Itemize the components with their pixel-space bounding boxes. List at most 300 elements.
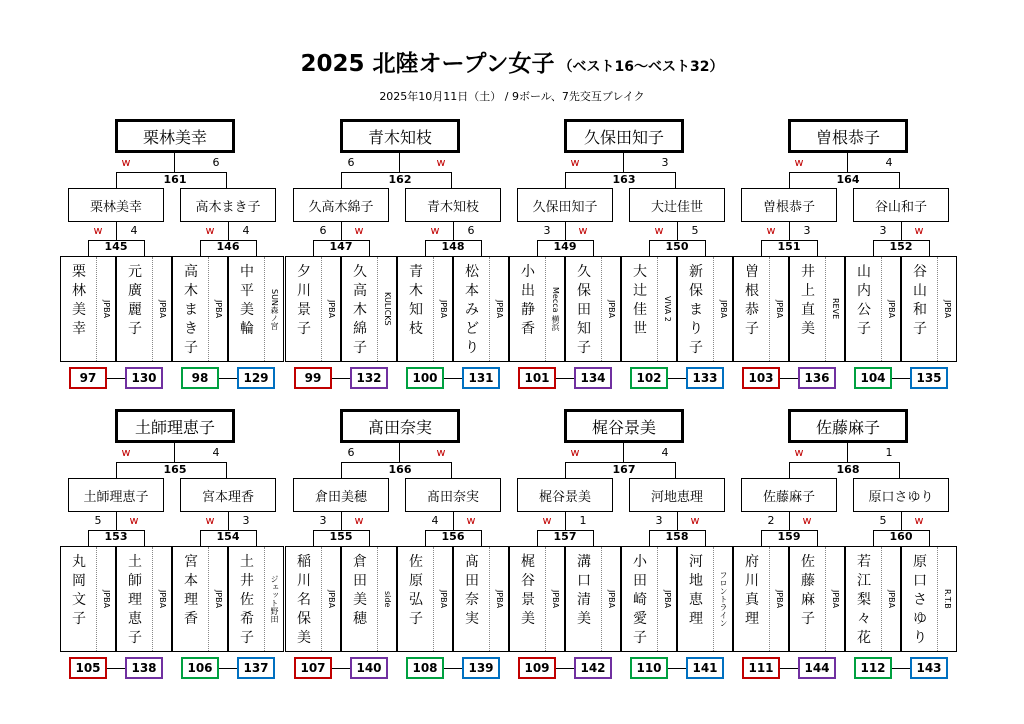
card-divider	[264, 257, 265, 361]
bracket-line	[789, 462, 790, 478]
player-team: JPBA	[775, 299, 784, 319]
player-card	[621, 546, 677, 652]
player-team: ジェット野田	[270, 575, 279, 623]
seed-number: 110	[630, 657, 668, 679]
bracket-line	[481, 530, 482, 546]
card-divider	[937, 547, 938, 651]
player-card	[845, 546, 901, 652]
score: w	[354, 224, 364, 237]
player-name: 丸 岡 文 子	[72, 554, 86, 627]
bracket-line	[899, 462, 900, 478]
semifinal-box: 久高木綿子	[293, 188, 389, 222]
card-divider	[601, 257, 602, 361]
player-team: JPBA	[495, 589, 504, 609]
player-card	[733, 256, 789, 362]
player-card	[60, 256, 116, 362]
player-card	[677, 546, 733, 652]
score: 4	[212, 446, 220, 459]
seed-number: 130	[125, 367, 163, 389]
bracket-line	[593, 530, 594, 546]
bracket-line	[668, 378, 686, 379]
bracket-line	[761, 530, 762, 546]
seed-number: 141	[686, 657, 724, 679]
bracket-line	[873, 530, 874, 546]
score: w	[654, 224, 664, 237]
match-no: 157	[553, 530, 577, 543]
player-team: JPBA	[327, 299, 336, 319]
seed-number: 134	[574, 367, 612, 389]
score: w	[794, 446, 804, 459]
seed-number: 135	[910, 367, 948, 389]
bracket-line	[668, 668, 686, 669]
player-card	[677, 256, 733, 362]
player-team: REVE	[831, 298, 840, 320]
bracket-line	[873, 240, 874, 256]
player-card	[172, 256, 228, 362]
player-team: SUN森ノ宮	[270, 288, 279, 330]
card-divider	[825, 547, 826, 651]
bracket-line	[228, 512, 229, 530]
score: 5	[94, 514, 102, 527]
score: 3	[655, 514, 663, 527]
player-card	[285, 256, 341, 362]
seed-number: 104	[854, 367, 892, 389]
semifinal-box: 久保田知子	[517, 188, 613, 222]
bracket-line	[623, 153, 624, 172]
player-team: JPBA	[607, 589, 616, 609]
score: w	[121, 446, 131, 459]
seed-number: 136	[798, 367, 836, 389]
card-divider	[433, 257, 434, 361]
card-divider	[937, 257, 938, 361]
player-team: JPBA	[663, 589, 672, 609]
bracket-line	[444, 668, 462, 669]
player-team: JPBA	[439, 589, 448, 609]
player-card	[565, 256, 621, 362]
bracket-line	[556, 378, 574, 379]
match-no: 146	[216, 240, 240, 253]
score: w	[436, 156, 446, 169]
seed-number: 98	[181, 367, 219, 389]
player-name: 久 保 田 知 子	[577, 264, 591, 356]
bracket-line	[116, 462, 117, 478]
player-name: 井 上 直 美	[801, 264, 815, 337]
semifinal-box: 栗林美幸	[68, 188, 164, 222]
bracket-line	[116, 222, 117, 240]
score: w	[436, 446, 446, 459]
winner-box: 佐藤麻子	[788, 409, 908, 443]
card-divider	[657, 547, 658, 651]
seed-number: 112	[854, 657, 892, 679]
player-name: 中 平 美 輪	[240, 264, 254, 337]
player-card	[397, 546, 453, 652]
final-match-no: 163	[612, 173, 636, 186]
player-card	[397, 256, 453, 362]
semifinal-box: 宮本理香	[180, 478, 276, 512]
player-team: VIVA 2	[663, 296, 672, 322]
bracket-line	[399, 443, 400, 462]
bracket-line	[453, 512, 454, 530]
bracket-line	[226, 172, 227, 188]
event-info: 2025年10月11日（土） / 9ボール、7先交互ブレイク	[379, 90, 645, 103]
score: 6	[347, 156, 355, 169]
seed-number: 139	[462, 657, 500, 679]
player-card	[845, 256, 901, 362]
score: w	[466, 514, 476, 527]
bracket-line	[399, 153, 400, 172]
bracket-line	[116, 172, 117, 188]
score: w	[802, 514, 812, 527]
player-name: 青 木 知 枝	[409, 264, 423, 337]
bracket-line	[144, 240, 145, 256]
seed-number: 109	[518, 657, 556, 679]
seed-number: 133	[686, 367, 724, 389]
bracket-line	[313, 240, 314, 256]
player-name: 溝 口 清 美	[577, 554, 591, 627]
bracket-line	[144, 530, 145, 546]
bracket-line	[228, 222, 229, 240]
card-divider	[377, 257, 378, 361]
bracket-line	[451, 172, 452, 188]
semifinal-box: 佐藤麻子	[741, 478, 837, 512]
seed-number: 100	[406, 367, 444, 389]
player-team: フロントライン	[719, 571, 728, 627]
player-team: R.T.B	[943, 589, 952, 609]
bracket-line	[565, 172, 566, 188]
player-team: JPBA	[495, 299, 504, 319]
score: 3	[543, 224, 551, 237]
winner-box: 青木知枝	[340, 119, 460, 153]
bracket-line	[929, 530, 930, 546]
bracket-line	[537, 240, 538, 256]
player-name: 高 木 ま き 子	[184, 264, 198, 356]
final-match-no: 168	[836, 463, 860, 476]
semifinal-box: 土師理恵子	[68, 478, 164, 512]
card-divider	[208, 547, 209, 651]
seed-number: 132	[350, 367, 388, 389]
score: w	[914, 514, 924, 527]
match-no: 149	[553, 240, 577, 253]
player-card	[341, 256, 397, 362]
semifinal-box: 倉田美穂	[293, 478, 389, 512]
player-name: 元 廣 麗 子	[128, 264, 142, 337]
bracket-line	[219, 668, 237, 669]
player-name: 髙 田 奈 実	[465, 554, 479, 627]
player-team: JPBA	[214, 299, 223, 319]
player-card	[621, 256, 677, 362]
player-team: JPBA	[214, 589, 223, 609]
player-card	[453, 546, 509, 652]
bracket-line	[593, 240, 594, 256]
score: 6	[347, 446, 355, 459]
player-card	[285, 546, 341, 652]
bracket-line	[116, 512, 117, 530]
bracket-line	[88, 240, 89, 256]
match-no: 155	[329, 530, 353, 543]
score: w	[794, 156, 804, 169]
score: 1	[885, 446, 893, 459]
bracket-line	[677, 222, 678, 240]
score: w	[542, 514, 552, 527]
bracket-line	[313, 530, 314, 546]
final-match-no: 165	[163, 463, 187, 476]
match-no: 148	[441, 240, 465, 253]
player-name: 久 高 木 綿 子	[353, 264, 367, 356]
seed-number: 103	[742, 367, 780, 389]
player-team: JPBA	[439, 299, 448, 319]
score: 3	[319, 514, 327, 527]
card-divider	[601, 547, 602, 651]
score: 4	[885, 156, 893, 169]
card-divider	[377, 547, 378, 651]
player-team: JPBA	[719, 299, 728, 319]
semifinal-box: 河地恵理	[629, 478, 725, 512]
player-name: 大 辻 佳 世	[633, 264, 647, 337]
bracket-line	[369, 240, 370, 256]
bracket-line	[899, 172, 900, 188]
card-divider	[489, 547, 490, 651]
bracket-line	[174, 153, 175, 172]
player-name: 夕 川 景 子	[297, 264, 311, 337]
player-team: JPBA	[102, 589, 111, 609]
bracket-line	[789, 172, 790, 188]
seed-number: 137	[237, 657, 275, 679]
bracket-line	[369, 530, 370, 546]
bracket-line	[200, 240, 201, 256]
bracket-line	[892, 668, 910, 669]
player-name: 栗 林 美 幸	[72, 264, 86, 337]
match-no: 156	[441, 530, 465, 543]
player-name: 河 地 恵 理	[689, 554, 703, 627]
bracket-line	[929, 240, 930, 256]
player-team: JPBA	[551, 589, 560, 609]
bracket-line	[332, 378, 350, 379]
bracket-line	[847, 443, 848, 462]
bracket-line	[847, 153, 848, 172]
title-main: 2025 北陸オープン女子	[300, 51, 555, 77]
player-team: JPBA	[102, 299, 111, 319]
player-card	[228, 256, 284, 362]
player-name: 原 口 さ ゆ り	[913, 554, 927, 646]
score: 5	[879, 514, 887, 527]
bracket-line	[556, 668, 574, 669]
player-name: 小 出 静 香	[521, 264, 535, 337]
match-no: 152	[889, 240, 913, 253]
bracket-line	[107, 668, 125, 669]
score: w	[93, 224, 103, 237]
seed-number: 142	[574, 657, 612, 679]
player-card	[60, 546, 116, 652]
semifinal-box: 青木知枝	[405, 188, 501, 222]
bracket-line	[88, 530, 89, 546]
bracket-line	[901, 222, 902, 240]
player-name: 谷 山 和 子	[913, 264, 927, 337]
bracket-line	[481, 240, 482, 256]
bracket-line	[780, 668, 798, 669]
player-card	[509, 256, 565, 362]
player-name: 若 江 梨 々 花	[857, 554, 871, 646]
player-card	[565, 546, 621, 652]
bracket-line	[780, 378, 798, 379]
bracket-line	[901, 512, 902, 530]
card-divider	[769, 547, 770, 651]
score: 4	[431, 514, 439, 527]
player-card	[789, 546, 845, 652]
player-name: 梶 谷 景 美	[521, 554, 535, 627]
player-name: 土 井 佐 希 子	[240, 554, 254, 646]
semifinal-box: 曽根恭子	[741, 188, 837, 222]
title-sub: （ベスト16～ベスト32）	[558, 59, 724, 75]
score: w	[121, 156, 131, 169]
seed-number: 143	[910, 657, 948, 679]
score: w	[578, 224, 588, 237]
bracket-line	[219, 378, 237, 379]
bracket-line	[451, 462, 452, 478]
score: 3	[879, 224, 887, 237]
player-name: 倉 田 美 穂	[353, 554, 367, 627]
player-card	[789, 256, 845, 362]
bracket-line	[565, 512, 566, 530]
seed-number: 140	[350, 657, 388, 679]
card-divider	[152, 547, 153, 651]
card-divider	[96, 547, 97, 651]
player-team: JPBA	[327, 589, 336, 609]
player-team: JPBA	[607, 299, 616, 319]
card-divider	[657, 257, 658, 361]
bracket-line	[677, 512, 678, 530]
score: 6	[319, 224, 327, 237]
card-divider	[713, 547, 714, 651]
card-divider	[881, 547, 882, 651]
bracket-line	[623, 443, 624, 462]
winner-box: 髙田奈実	[340, 409, 460, 443]
player-card	[733, 546, 789, 652]
bracket-line	[341, 512, 342, 530]
score: 3	[242, 514, 250, 527]
seed-number: 106	[181, 657, 219, 679]
card-divider	[545, 547, 546, 651]
player-name: 佐 藤 麻 子	[801, 554, 815, 627]
score: 2	[767, 514, 775, 527]
score: w	[205, 224, 215, 237]
bracket-line	[761, 240, 762, 256]
bracket-line	[675, 172, 676, 188]
match-no: 159	[777, 530, 801, 543]
bracket-line	[226, 462, 227, 478]
player-team: JPBA	[887, 299, 896, 319]
bracket-line	[332, 668, 350, 669]
bracket-line	[537, 530, 538, 546]
bracket-line	[892, 378, 910, 379]
bracket-line	[789, 222, 790, 240]
player-name: 府 川 真 理	[745, 554, 759, 627]
score: 6	[212, 156, 220, 169]
player-name: 宮 本 理 香	[184, 554, 198, 627]
player-team: JPBA	[887, 589, 896, 609]
match-no: 147	[329, 240, 353, 253]
match-no: 151	[777, 240, 801, 253]
final-match-no: 166	[388, 463, 412, 476]
bracket-line	[649, 530, 650, 546]
match-no: 145	[104, 240, 128, 253]
seed-number: 102	[630, 367, 668, 389]
bracket-line	[107, 378, 125, 379]
winner-box: 梶谷景美	[564, 409, 684, 443]
card-divider	[713, 257, 714, 361]
card-divider	[825, 257, 826, 361]
score: 4	[661, 446, 669, 459]
bracket-line	[565, 222, 566, 240]
winner-box: 栗林美幸	[115, 119, 235, 153]
bracket-line	[705, 240, 706, 256]
bracket-line	[200, 530, 201, 546]
winner-box: 土師理恵子	[115, 409, 235, 443]
card-divider	[321, 257, 322, 361]
bracket-line	[341, 462, 342, 478]
score: 3	[803, 224, 811, 237]
player-card	[509, 546, 565, 652]
player-team: JPBA	[943, 299, 952, 319]
player-card	[341, 546, 397, 652]
score: w	[766, 224, 776, 237]
final-match-no: 162	[388, 173, 412, 186]
seed-number: 97	[69, 367, 107, 389]
player-card	[228, 546, 284, 652]
final-match-no: 167	[612, 463, 636, 476]
bracket-line	[341, 222, 342, 240]
player-card	[116, 546, 172, 652]
match-no: 150	[665, 240, 689, 253]
card-divider	[433, 547, 434, 651]
card-divider	[208, 257, 209, 361]
semifinal-box: 梶谷景美	[517, 478, 613, 512]
score: 5	[691, 224, 699, 237]
seed-number: 108	[406, 657, 444, 679]
player-name: 稲 川 名 保 美	[297, 554, 311, 646]
seed-number: 111	[742, 657, 780, 679]
winner-box: 曽根恭子	[788, 119, 908, 153]
bracket-line	[444, 378, 462, 379]
bracket-line	[256, 530, 257, 546]
score: w	[354, 514, 364, 527]
player-name: 新 保 ま り 子	[689, 264, 703, 356]
player-team: JPBA	[831, 589, 840, 609]
bracket-line	[256, 240, 257, 256]
player-card	[172, 546, 228, 652]
card-divider	[321, 547, 322, 651]
bracket-line	[425, 530, 426, 546]
bracket-line	[565, 462, 566, 478]
score: 3	[661, 156, 669, 169]
player-name: 山 内 公 子	[857, 264, 871, 337]
seed-number: 101	[518, 367, 556, 389]
bracket-line	[705, 530, 706, 546]
semifinal-box: 高木まき子	[180, 188, 276, 222]
player-card	[453, 256, 509, 362]
seed-number: 129	[237, 367, 275, 389]
player-name: 曽 根 恭 子	[745, 264, 759, 337]
player-team: Mecca 横浜	[551, 286, 560, 332]
bracket-line	[817, 240, 818, 256]
match-no: 154	[216, 530, 240, 543]
bracket-line	[341, 172, 342, 188]
winner-box: 久保田知子	[564, 119, 684, 153]
semifinal-box: 大辻佳世	[629, 188, 725, 222]
bracket-line	[649, 240, 650, 256]
card-divider	[264, 547, 265, 651]
player-name: 小 田 崎 愛 子	[633, 554, 647, 646]
card-divider	[489, 257, 490, 361]
